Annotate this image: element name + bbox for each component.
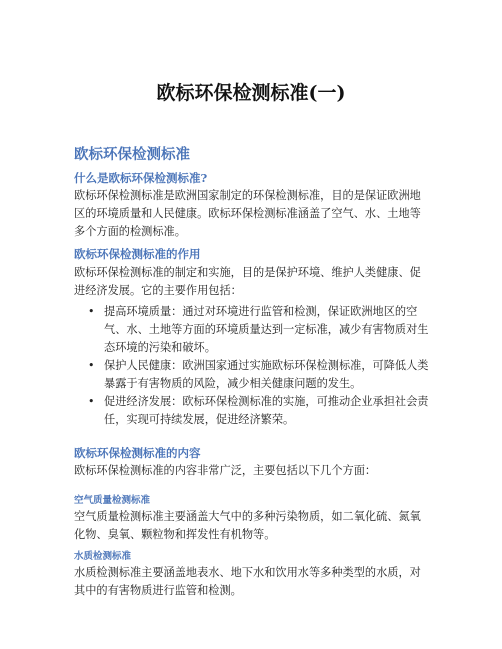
purpose-bullet-list bbox=[74, 303, 430, 429]
subheading-content: 欧标环保检测标准的内容 bbox=[74, 446, 201, 460]
section-heading: 欧标环保检测标准 bbox=[74, 146, 190, 163]
subheading-purpose: 欧标环保检测标准的作用 bbox=[74, 247, 201, 261]
bullet-item bbox=[74, 357, 430, 393]
bullet-text: 促进经济发展：欧标环保检测标准的实施，可推动企业承担社会责任，实现可持续发展，促进经济繁荣。 bbox=[104, 395, 429, 426]
subheading-water-quality: 水质检测标准 bbox=[74, 551, 132, 562]
bullet-text: 保护人民健康：欧洲国家通过实施欧标环保检测标准，可降低人类暴露于有害物质的风险，减少相关健康问题的发生。 bbox=[104, 359, 429, 390]
bullet-dot-icon: • bbox=[88, 359, 95, 372]
bullet-dot-icon: • bbox=[88, 395, 95, 408]
document-title: 欧标环保检测标准(一) bbox=[156, 82, 346, 104]
bullet-item bbox=[74, 393, 430, 429]
paragraph-content: 欧标环保检测标准的内容非常广泛，主要包括以下几个方面： bbox=[74, 464, 377, 477]
paragraph-purpose: 欧标环保检测标准的制定和实施，目的是保护环境、维护人类健康、促进经济发展。它的主要作用包括： bbox=[74, 266, 421, 297]
paragraph-what-is: 欧标环保检测标准是欧洲国家制定的环保检测标准，目的是保证欧洲地区的环境质量和人民健康。欧标环保检测标准涵盖了空气、水、土地等多个方面的检测标准。 bbox=[74, 189, 421, 238]
subheading-what-is: 什么是欧标环保检测标准? bbox=[74, 171, 208, 185]
paragraph-water-quality: 水质检测标准主要涵盖地表水、地下水和饮用水等多种类型的水质，对其中的有害物质进行监管和检测。 bbox=[74, 566, 421, 597]
paragraph-air-quality: 空气质量检测标准主要涵盖大气中的多种污染物质，如二氧化硫、氮氧化物、臭氧、颗粒物和挥发性有机物等。 bbox=[74, 510, 421, 541]
subheading-air-quality: 空气质量检测标准 bbox=[74, 495, 151, 506]
bullet-dot-icon: • bbox=[88, 305, 95, 318]
bullet-text: 提高环境质量：通过对环境进行监管和检测，保证欧洲地区的空气、水、土地等方面的环境质量达到一定标准，减少有害物质对生态环境的污染和破坏。 bbox=[104, 305, 429, 354]
bullet-item bbox=[74, 303, 430, 357]
